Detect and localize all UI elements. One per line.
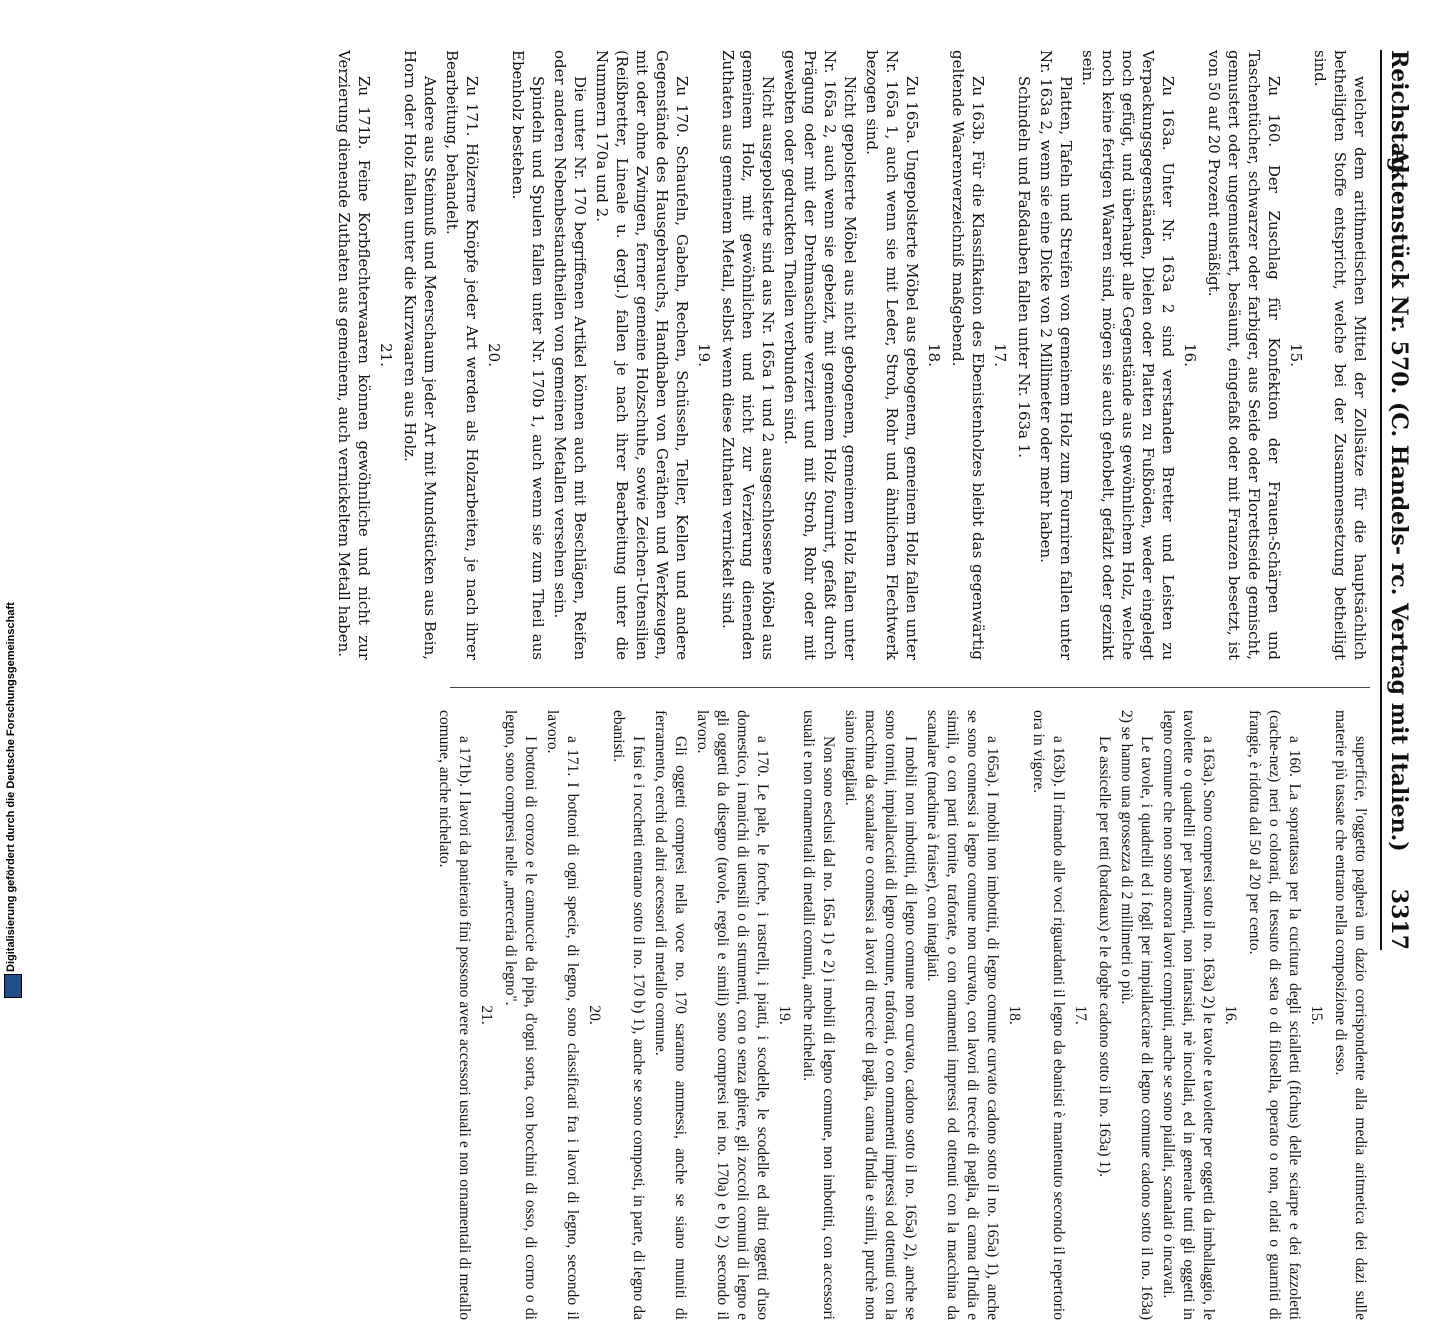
german-section-number: 20.	[485, 343, 503, 367]
german-paragraph: Zu 163a. Unter Nr. 163a 2 sind verstanden Bretter und Leisten zu Verpackungsgegenständen, Dielen oder Platten zu Fußböden, weder eingelegt noch gefügt, und überhaupt alle Gegenstände aus gewöhnlichem Holz, welche noch keine fertigen Waaren sind, mögen sie auch gehobelt, gefalzt oder gezinkt sein.	[1079, 50, 1177, 660]
german-paragraph: Andere aus Steinnuß und Meerschaum jeder Art mit Mundstücken aus Bein, Horn oder Holz fallen unter die Kurzwaaren aus Holz.	[401, 50, 439, 660]
german-paragraph: Zu 165a. Ungepolsterte Möbel aus gebogenem, gemeinem Holz fallen unter Nr. 165a 1, auch wenn sie mit Leder, Stroh, Rohr und ähnlichem Flechtwerk bezogen sind.	[863, 50, 921, 660]
italian-paragraph: I bottoni di corozo e le cannuccie da pipa, d'ogni sorta, con bocchini di osso, di corno o di legno, sono compresi nelle „merceria di legno".	[502, 710, 539, 1320]
dfg-logo-icon	[4, 974, 22, 998]
german-paragraph: Zu 171. Hölzerne Knöpfe jeder Art werden als Holzarbeiten, je nach ihrer Bearbeitung, behandelt.	[443, 50, 481, 660]
italian-paragraph: Le assicelle per tetti (bardeaux) e le doghe cadono sotto il no. 163a) 1).	[1096, 736, 1113, 1178]
german-paragraph: Zu 163b. Für die Klassifikation des Ebenistenholzes bleibt das gegenwärtig geltende Waarenverzeichniß maßgebend.	[949, 50, 987, 660]
german-paragraph: Spindeln und Spulen fallen unter Nr. 170b 1, auch wenn sie zum Theil aus Ebenholz bestehen.	[509, 50, 547, 660]
italian-paragraph: I mobili non imbottiti, di legno comune non curvato, cadono sotto il no. 165a) 2), anche se sono torniti, impiallacciati di legno comune, traforati, o con ornamenti impressi od ottenuti con la macchina da scanalare o connessi a lavori di treccie di paglia, canna d'India e simili, purchè non siano intagliati.	[842, 710, 919, 1320]
column-divider	[450, 687, 1370, 688]
german-paragraph: Schindeln und Faßdauben fallen unter Nr. 163a 1.	[1015, 76, 1033, 459]
italian-section-number: 21.	[478, 1005, 495, 1025]
german-section-number: 15.	[1287, 343, 1305, 367]
italian-paragraph: a 165a). I mobili non imbottiti, di legno comune curvato cadono sotto il no. 165a) 1), anche se sono connessi a legno comune non curvato, con lavori di treccie di paglia, di canna d'India e simili, o con parti tornite, traforate, o con ornamenti impressi od ottenuti con la macchina da scanalare (machine à fraiser), con intagliati.	[924, 710, 1001, 1320]
italian-paragraph: I fusi e i rocchetti entrano sotto il no. 170 b) 1), anche se sono composti, in parte, di legno da ebanisti.	[610, 710, 647, 1320]
italian-paragraph: Gli oggetti compresi nella voce no. 170 saranno ammessi, anche se siano muniti di ferramento, cerchi od altri accessori di metallo comune.	[652, 710, 689, 1320]
italian-paragraph: Non sono esclusi dal no. 165a 1) e 2) i mobili di legno comune, non imbottiti, con accessori usuali e non ornamentali di metalli comuni, anche nichelati.	[800, 710, 837, 1320]
german-section-number: 19.	[695, 343, 713, 367]
italian-column	[436, 710, 1370, 1320]
italian-section-number: 15.	[1308, 1005, 1325, 1025]
scanned-page	[96, 30, 1416, 1320]
german-paragraph: Nicht gepolsterte Möbel aus nicht gebogenem, gemeinem Holz fallen unter Nr. 165a 2, auch wenn sie gebeizt, mit gemeinem Holz fournirt, gefaßt durch Prägung oder mit der Drehmaschine verziert und mit Stroh, Rohr oder mit gewebten oder gedruckten Theilen verbunden sind.	[781, 50, 859, 660]
german-paragraph: Zu 160. Der Zuschlag für Konfektion der Frauen-Schärpen und Taschentücher, schwarzer oder farbiger, aus Seide oder Florettseide gemischt, gemustert oder ungemustert, besäumt, eingefaßt oder mit Franzen besetzt, ist von 50 auf 20 Prozent ermäßigt.	[1205, 50, 1283, 660]
german-paragraph: Zu 171b. Feine Korbflechterwaaren können gewöhnliche und nicht zur Verzierung dienende Zuthaten aus gemeinem, auch vernickeltem Metall haben.	[335, 50, 373, 660]
italian-paragraph: a 160. La soprattassa per la cucitura degli scialletti (fichus) delle sciarpe e dei fazzoletti (cache-nez) neri o colorati, di tessuto di seta o di filosella, operato o non, orlati o guarniti di frangie, è ridotta dal 50 al 20 per cento.	[1246, 710, 1303, 1320]
italian-paragraph: a 170. Le pale, le forche, i rastrelli, i piatti, i scodelle, le scodelle ed altri oggetti d'uso domestico, i manichi di utensili o di strumenti, con o senza ghiere, gli zoccoli comuni di legno e gli oggetti da disegno (tavole, regoli e simili) sono compresi nei no. 170a) e b) 2) secondo il lavoro.	[694, 710, 771, 1320]
italian-section-number: 20.	[586, 1005, 603, 1025]
header-title: Aktenstück Nr. 570. (C. Handels- rc. Vertrag mit Italien.)	[1386, 148, 1412, 852]
italian-paragraph: Le tavole, i quadrelli ed i fogli per impiallacciare di legno comune cadono sotto il no. 163a) 2) se hanno una grossezza di 2 millimetri o più.	[1118, 710, 1155, 1320]
german-paragraph: Nicht ausgepolsterte sind aus Nr. 165a 1 und 2 ausgeschlossene Möbel aus gemeinem Holz, mit gewöhnlichen und nicht zur Verzierung dienenden Zuthaten aus gemeinem Metall, selbst wenn diese Zuthaten vernickelt sind.	[719, 50, 777, 660]
header-left: Reichstag.	[1386, 50, 1412, 180]
italian-paragraph: a 171b). I lavori da panieraio fini possono avere accessori usuali e non ornamentali di metallo comune, anche nichelato.	[436, 710, 473, 1320]
italian-paragraph: a 171. I bottoni di ogni specie, di legno, sono classificati fra i lavori di legno, secondo il lavoro.	[544, 710, 581, 1320]
german-paragraph: Die unter Nr. 170 begriffenen Artikel können auch mit Beschlägen, Reifen oder anderen Nebenbestandtheilen von gemeinen Metallen versehen sein.	[551, 50, 589, 660]
italian-paragraph: a 163b). Il rimando alle voci riguardanti il legno da ebanisti è mantenuto secondo il repertorio ora in vigore.	[1030, 710, 1067, 1320]
german-paragraph: welcher dem arithmetischen Mittel der Zollsätze für die hauptsächlich betheiligten Stoffe entspricht, welche bei der Zusammensetzung betheiligt sind.	[1311, 50, 1369, 660]
italian-paragraph: superficie, l'oggetto pagherà un dazio corrispondente alla media aritmetica dei dazi sulle materie più tassate che entrano nella composizione di esso.	[1332, 710, 1369, 1320]
credit-text: Digitalisierung gefördert durch die Deutsche Forschungsgemeinschaft	[5, 602, 17, 972]
italian-section-number: 19.	[776, 1005, 793, 1025]
german-section-number: 17.	[991, 343, 1009, 367]
german-section-number: 16.	[1181, 343, 1199, 367]
italian-section-number: 16.	[1222, 1005, 1239, 1025]
digitization-credit	[4, 0, 22, 1000]
german-paragraph: Platten, Tafeln und Streifen von gemeinem Holz zum Fourniren fallen unter Nr. 163a 2, wenn sie eine Dicke von 2 Millimeter oder mehr haben.	[1037, 50, 1075, 660]
german-section-number: 18.	[925, 343, 943, 367]
page-number: 3317	[1386, 888, 1412, 950]
italian-section-number: 18.	[1006, 1005, 1023, 1025]
page-header	[1380, 50, 1416, 950]
german-section-number: 21.	[377, 343, 395, 367]
italian-paragraph: a 163a). Sono compresi sotto il no. 163a) 2) le tavole e tavolette per oggetti da imballaggio, le tavolette o quadrelli per pavimenti, non intarsiati, nè incollati, ed in generale tutti gli oggetti in legno comune che non sono ancora lavori compiuti, anche se sono piallati, scanalati o incavati.	[1160, 710, 1217, 1320]
italian-section-number: 17.	[1072, 1005, 1089, 1025]
german-paragraph: Zu 170. Schaufeln, Gabeln, Rechen, Schüsseln, Teller, Kellen und andere Gegenstände des Hausgebrauchs, Handhaben von Geräthen und Werkzeugen, mit oder ohne Zwingen, ferner gemeine Holzschuhe, sowie Zeichen-Utensilien (Reißbretter, Lineale u. dergl.) fallen je nach ihrer Bearbeitung unter die Nummern 170a und 2.	[593, 50, 691, 660]
german-column	[335, 50, 1370, 660]
